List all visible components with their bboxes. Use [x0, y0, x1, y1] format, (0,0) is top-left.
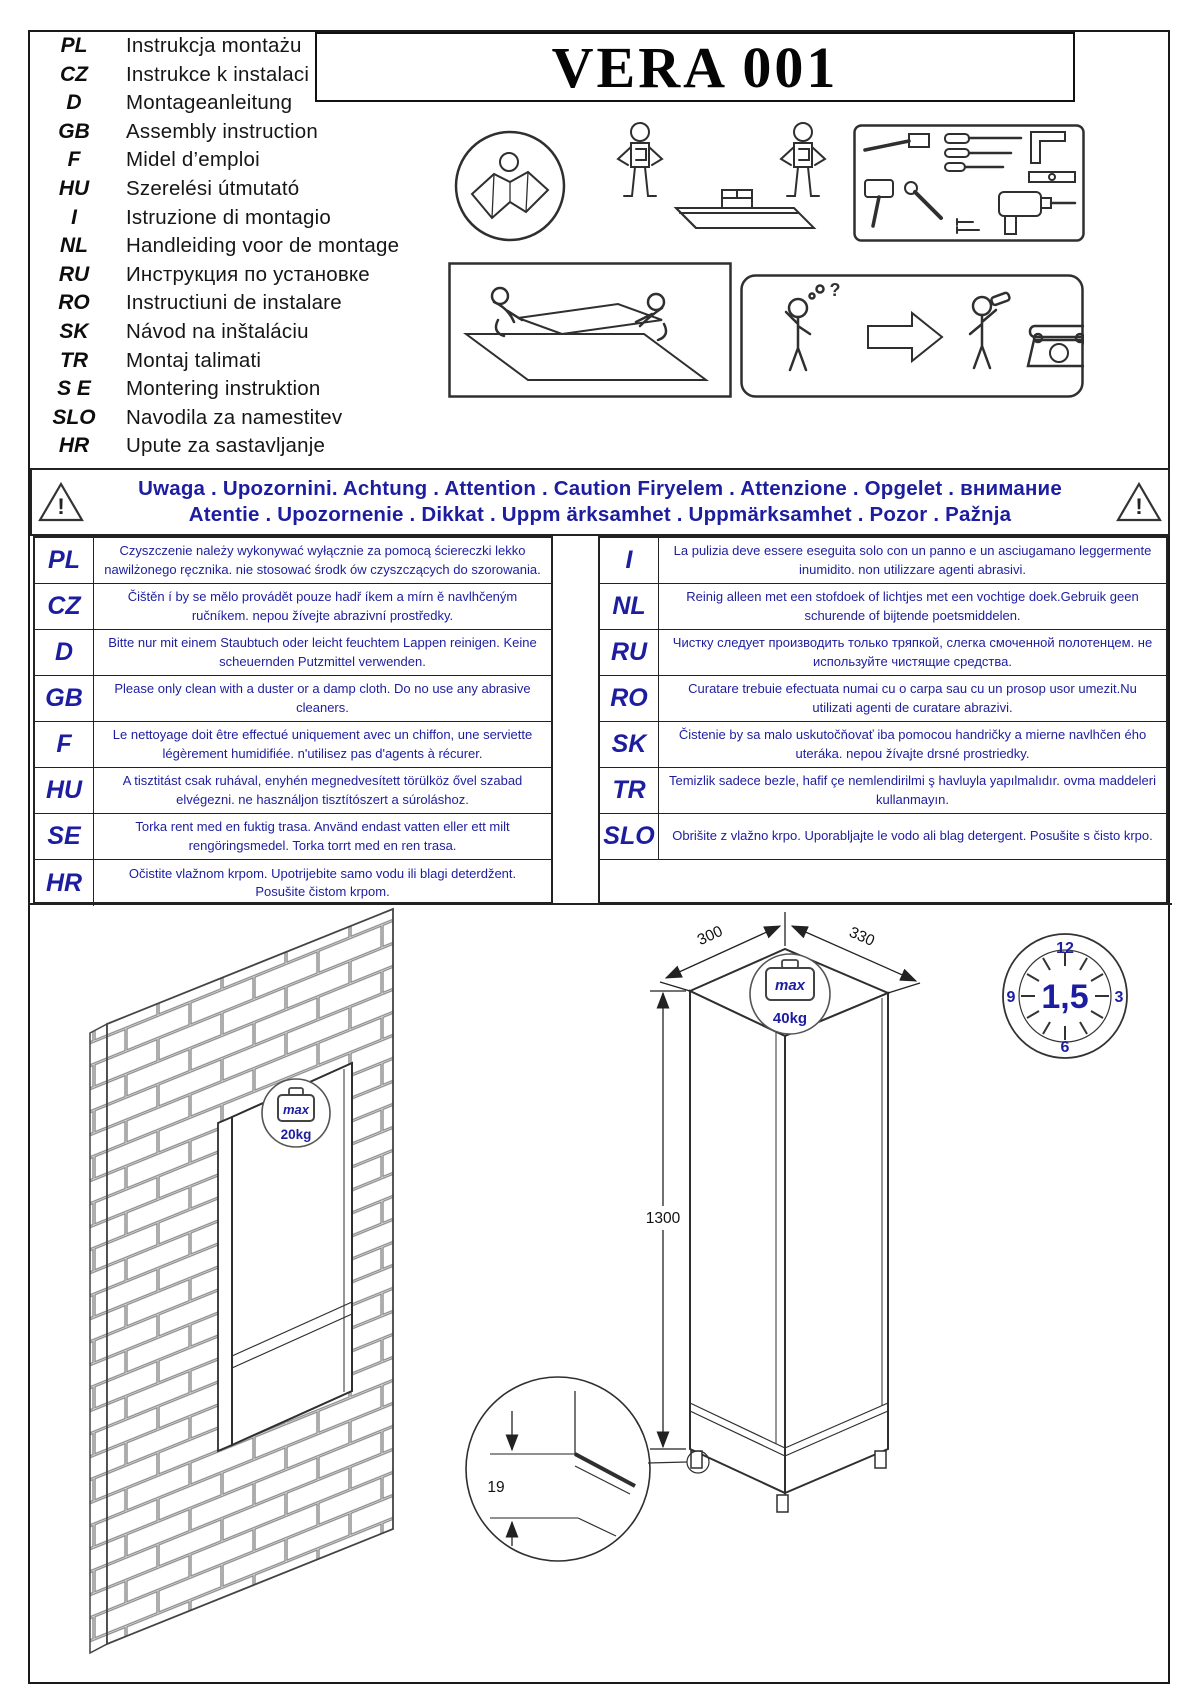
warning-line-1: Uwaga . Upozornini. Achtung . Attention . Caution Firyelem . Attenzione . Opgelet . внимание	[138, 477, 1062, 500]
table-row	[35, 584, 551, 630]
lang-label: Montering instruktion	[126, 377, 321, 401]
row-code: SE	[35, 814, 94, 859]
base-detail	[466, 1377, 687, 1561]
lang-code: CZ	[60, 62, 88, 86]
table-row	[600, 814, 1166, 860]
height-dimension: 1300	[645, 1210, 681, 1227]
row-text: Obrišite z vlažno krpo. Uporabljajte le vodo ali blag detergent. Posušite s čisto krpo.	[672, 828, 1153, 844]
warning-text	[90, 477, 1110, 527]
row-code: GB	[35, 676, 94, 721]
row-text: Чистку следует производить только тряпкой, слегка смоченной полотенцем. не используйте чистящие средства.	[672, 635, 1153, 669]
row-code: CZ	[35, 584, 94, 629]
clock-icon	[1003, 934, 1127, 1058]
language-row	[42, 434, 462, 463]
lang-label: Istruzione di montagio	[126, 205, 331, 229]
cabinet-foot	[777, 1495, 788, 1512]
weight-value: 40kg	[772, 1010, 808, 1027]
language-row	[42, 177, 462, 206]
table-row	[35, 860, 551, 906]
table-row	[35, 538, 551, 584]
row-code: SLO	[600, 814, 659, 859]
warning-banner	[30, 468, 1170, 536]
lang-code: F	[67, 148, 81, 172]
row-text: Curatare trebuie efectuata numai cu o carpa sau cu un prosop usor umezit.Nu utilizati agenti de curatare abrazivi.	[688, 681, 1137, 715]
table-row	[35, 814, 551, 860]
row-text: Temizlik sadece bezle, hafif çe nemlendirilmi ş havluyla yapılmalıdır. ovma maddeleri kullanmayın.	[669, 773, 1156, 807]
depth-dimension: 330	[846, 923, 878, 950]
cabinet-foot	[691, 1451, 702, 1468]
row-text: Čistenie by sa malo uskutočňovať iba pomocou handričky a mierne navlhčen ého uteráka. nepou žívajte drsné prostriedky.	[678, 727, 1147, 761]
lang-label: Handleiding voor de montage	[126, 234, 400, 258]
lang-label: Midel d’emploi	[126, 148, 260, 172]
warning-triangle-icon	[38, 481, 84, 523]
row-code: RO	[600, 676, 659, 721]
row-code: RU	[600, 630, 659, 675]
lang-code: NL	[60, 234, 88, 258]
row-text: Očistite vlažnom krpom. Upotrijebite samo vodu ili blagi deterdžent. Posušite čistom krpom.	[128, 865, 517, 899]
table-row	[600, 676, 1166, 722]
lang-label: Инструкция по установке	[126, 262, 370, 286]
cabinet-foot	[875, 1451, 886, 1468]
table-row	[600, 584, 1166, 630]
product-title-box	[315, 32, 1075, 102]
max-label: max	[774, 977, 806, 994]
language-row	[42, 406, 462, 435]
question-mark: ?	[829, 280, 841, 300]
care-table-right	[598, 536, 1168, 904]
row-code: TR	[600, 768, 659, 813]
lang-code: I	[71, 205, 77, 229]
table-row	[600, 630, 1166, 676]
language-row	[42, 349, 462, 378]
row-text: Čištěn í by se mělo provádět pouze hadř íkem a mírn ě navlhčeným ručníkem. nepou žívejte abrazivní prostředky.	[127, 589, 518, 623]
lang-label: Navodila za namestitev	[126, 405, 343, 429]
clock-3: 3	[1114, 989, 1124, 1006]
section-divider	[28, 903, 1172, 905]
lang-code: HR	[58, 434, 90, 458]
lang-label: Instructiuni de instalare	[126, 291, 342, 315]
table-row	[600, 722, 1166, 768]
row-code: F	[35, 722, 94, 767]
lang-code: HU	[58, 176, 90, 200]
weight-value: 20kg	[280, 1127, 312, 1142]
language-row	[42, 234, 462, 263]
max-weight-badge-40	[750, 954, 830, 1034]
care-table-left	[33, 536, 553, 904]
table-row	[600, 768, 1166, 814]
weight-icon	[782, 960, 798, 968]
call-for-help-illustration	[740, 274, 1084, 398]
installation-diagram	[30, 906, 1170, 1685]
language-row	[42, 291, 462, 320]
row-code: I	[600, 538, 659, 583]
row-code: HU	[35, 768, 94, 813]
row-text: Bitte nur mit einem Staubtuch oder leicht feuchtem Lappen reinigen. Keine scheuernden Putzmittel verwenden.	[108, 635, 537, 669]
lang-label: Montaj talimati	[126, 348, 262, 372]
lang-label: Návod na inštaláciu	[126, 319, 309, 343]
row-text: Please only clean with a duster or a damp cloth. Do no use any abrasive cleaners.	[114, 681, 531, 715]
clock-6: 6	[1060, 1039, 1070, 1056]
language-row	[42, 148, 462, 177]
lang-code: TR	[60, 348, 88, 372]
row-code: PL	[35, 538, 94, 583]
row-code: D	[35, 630, 94, 675]
lang-label: Assembly instruction	[126, 119, 318, 143]
max-weight-badge-20	[262, 1079, 330, 1147]
assemble-on-carpet-illustration	[448, 262, 732, 398]
exclamation-glyph: !	[1135, 494, 1143, 519]
language-row	[42, 377, 462, 406]
lang-code: RO	[58, 291, 90, 315]
lang-label: Montageanleitung	[126, 91, 293, 115]
lang-label: Instrukcja montażu	[126, 34, 302, 57]
exclamation-glyph: !	[57, 494, 65, 519]
row-text: La pulizia deve essere eseguita solo con un panno e un asciugamano leggermente inumidito. non utilizzare agenti abrasivi.	[673, 543, 1152, 577]
warning-line-2: Atentie . Upozornenie . Dikkat . Uppm ärksamhet . Uppmärksamhet . Pozor . Pažnja	[188, 503, 1012, 526]
read-manual-illustration	[452, 128, 568, 244]
lang-code: SLO	[52, 405, 96, 429]
clock-duration: 1,5	[1041, 978, 1089, 1016]
lang-label: Instrukce k instalaci	[126, 62, 310, 86]
table-row-empty	[600, 860, 1166, 906]
table-row	[35, 722, 551, 768]
row-text: Torka rent med en fuktig trasa. Använd endast vatten eller ett milt rengöringsmedel. Torka torrt med en ren trasa.	[135, 819, 510, 853]
lang-code: S E	[57, 377, 91, 401]
row-code: HR	[35, 860, 94, 906]
table-row	[600, 538, 1166, 584]
lang-code: GB	[58, 119, 90, 143]
row-text: Reinig alleen met een stofdoek of lichtjes met een vochtige doek.Gebruik geen schurende of bijtende poetsmiddelen.	[686, 589, 1139, 623]
base-dimension: 19	[487, 1479, 505, 1496]
max-label: max	[282, 1102, 310, 1117]
tools-illustration	[853, 124, 1085, 242]
lang-code: D	[66, 91, 82, 115]
lang-code: SK	[59, 319, 89, 343]
row-text: Czyszczenie należy wykonywać wyłącznie za pomocą ściereczki lekko nawilżonego ręcznika. nie stosować środk ów czyszczących do szorowania.	[104, 543, 541, 577]
two-workers-illustration	[598, 116, 850, 248]
lang-label: Szerelési útmutató	[126, 176, 300, 200]
language-row	[42, 206, 462, 235]
row-code: NL	[600, 584, 659, 629]
language-row	[42, 120, 462, 149]
clock-9: 9	[1006, 989, 1016, 1006]
table-row	[35, 676, 551, 722]
warning-triangle-icon	[1116, 481, 1162, 523]
row-text: A tisztitást csak ruhával, enyhén megnedvesített törülköz ővel szabad elvégezni. ne használjon tisztítószert a súroláshoz.	[122, 773, 523, 807]
language-row	[42, 263, 462, 292]
row-text: Le nettoyage doit être effectué uniquement avec un chiffon, une serviette légèrement humidifiée. n'utilisez pas d'agents à récurer.	[112, 727, 533, 761]
page-title: VERA 001	[551, 34, 839, 100]
table-row	[35, 768, 551, 814]
width-dimension: 300	[694, 922, 726, 950]
lang-code: RU	[58, 262, 90, 286]
table-row	[35, 630, 551, 676]
clock-12: 12	[1056, 940, 1074, 957]
language-row	[42, 320, 462, 349]
lang-code: PL	[60, 34, 88, 57]
lang-label: Upute za sastavljanje	[126, 434, 326, 458]
row-code: SK	[600, 722, 659, 767]
